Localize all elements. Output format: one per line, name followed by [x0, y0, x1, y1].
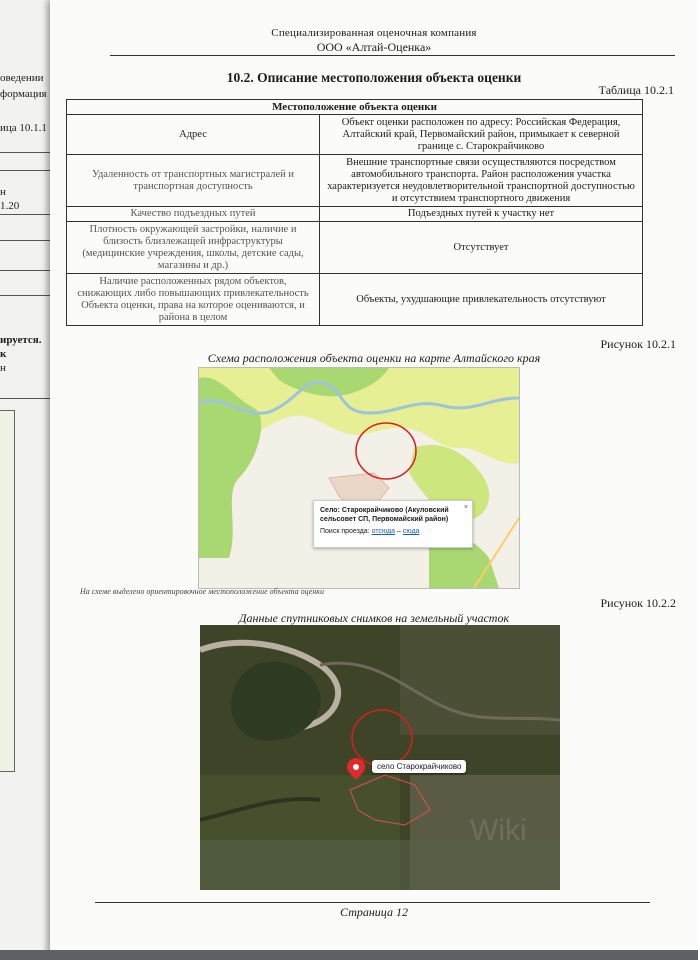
- back-page-rule: [0, 398, 56, 399]
- table-cell-label: Наличие расположенных рядом объектов, снижающих либо повышающих привлекательность Объекта оценки, права на которое оцениваются, и района в целом: [67, 274, 320, 326]
- scan-edge: [0, 950, 698, 960]
- back-page-text: ица 10.1.1: [0, 122, 47, 134]
- satellite-image: [200, 625, 560, 890]
- section-title: 10.2. Описание местоположения объекта оценки: [226, 70, 522, 85]
- map-drawing: [199, 368, 519, 588]
- table-cell-value: Отсутствует: [320, 222, 643, 274]
- table-cell-value: Подъездных путей к участку нет: [320, 207, 643, 222]
- back-page-rule: [0, 240, 56, 241]
- table-cell-label: Удаленность от транспортных магистралей и транспортная доступность: [67, 155, 320, 207]
- figure-2-title: Данные спутниковых снимков на земельный участок: [238, 611, 510, 625]
- popup-route-label: Поиск проезда:: [320, 528, 370, 535]
- table-cell-label: Адрес: [67, 115, 320, 155]
- page-number: Страница 12: [340, 905, 408, 919]
- popup-route-line: [320, 527, 466, 536]
- satellite-drawing: [200, 625, 560, 890]
- back-page-text: 1.20: [0, 200, 20, 212]
- figure-2-label: Рисунок 10.2.2: [600, 596, 676, 610]
- table-cell-label: Качество подъездных путей: [67, 207, 320, 222]
- back-page-text: к: [0, 348, 7, 360]
- back-page-rule: [0, 170, 56, 171]
- map-popup[interactable]: [313, 500, 473, 548]
- table-cell-value: Объекты, ухудшающие привлекательность отсутствуют: [320, 274, 643, 326]
- map-note: На схеме выделено ориентировочное местоположение объекта оценки: [80, 587, 325, 596]
- location-map: [198, 367, 520, 589]
- back-page-rule: [0, 295, 56, 296]
- header-company-name: ООО «Алтай-Оценка»: [316, 40, 432, 54]
- table-row: [67, 222, 643, 274]
- table-row: [67, 207, 643, 222]
- table-header: Местоположение объекта оценки: [67, 100, 643, 115]
- back-page-rule: [0, 270, 56, 271]
- popup-title: Село: Старокрайчиково (Акуловский сельсовет СП, Первомайский район): [320, 507, 449, 523]
- back-page-text: оведении: [0, 72, 44, 84]
- table-row: [67, 274, 643, 326]
- back-page-text: формация: [0, 88, 47, 100]
- table-row: [67, 115, 643, 155]
- figure-1-title: Схема расположения объекта оценки на карте Алтайского края: [207, 351, 541, 365]
- back-page-text: ируется.: [0, 334, 42, 346]
- document-page: [50, 0, 698, 960]
- back-page-text: н: [0, 362, 6, 374]
- header-rule: [110, 55, 675, 56]
- table-label: Таблица 10.2.1: [598, 83, 674, 97]
- figure-1-label: Рисунок 10.2.1: [600, 337, 676, 351]
- back-page-rule: [0, 214, 56, 215]
- popup-close-icon[interactable]: ×: [463, 504, 468, 511]
- route-separator: –: [397, 528, 401, 535]
- location-table: [66, 99, 643, 326]
- table-cell-label: Плотность окружающей застройки, наличие и близость близлежащей инфраструктуры (медицинские учреждения, школы, детские сады, магазины и др.): [67, 222, 320, 274]
- back-page-text: н: [0, 186, 6, 198]
- route-from-link[interactable]: отсюда: [371, 528, 396, 535]
- table-cell-value: Объект оценки расположен по адресу: Российская Федерация, Алтайский край, Первомайский район, примыкает к северной границе с. Старокрайчиково: [320, 115, 643, 155]
- table-cell-value: Внешние транспортные связи осуществляются посредством автомобильного транспорта. Район расположения участка характеризуется неудовлетворительной транспортной доступностью и отсутствием транспортного движения: [320, 155, 643, 207]
- footer-rule: [95, 902, 650, 903]
- svg-text:Wiki: Wiki: [470, 814, 527, 847]
- route-to-link[interactable]: сюда: [402, 528, 420, 535]
- back-page-map: [0, 410, 15, 772]
- table-header-row: [67, 100, 643, 115]
- header-company: Специализированная оценочная компания: [271, 27, 477, 39]
- marker-label: село Старокрайчиково: [372, 760, 466, 773]
- table-row: [67, 155, 643, 207]
- back-page-rule: [0, 152, 56, 153]
